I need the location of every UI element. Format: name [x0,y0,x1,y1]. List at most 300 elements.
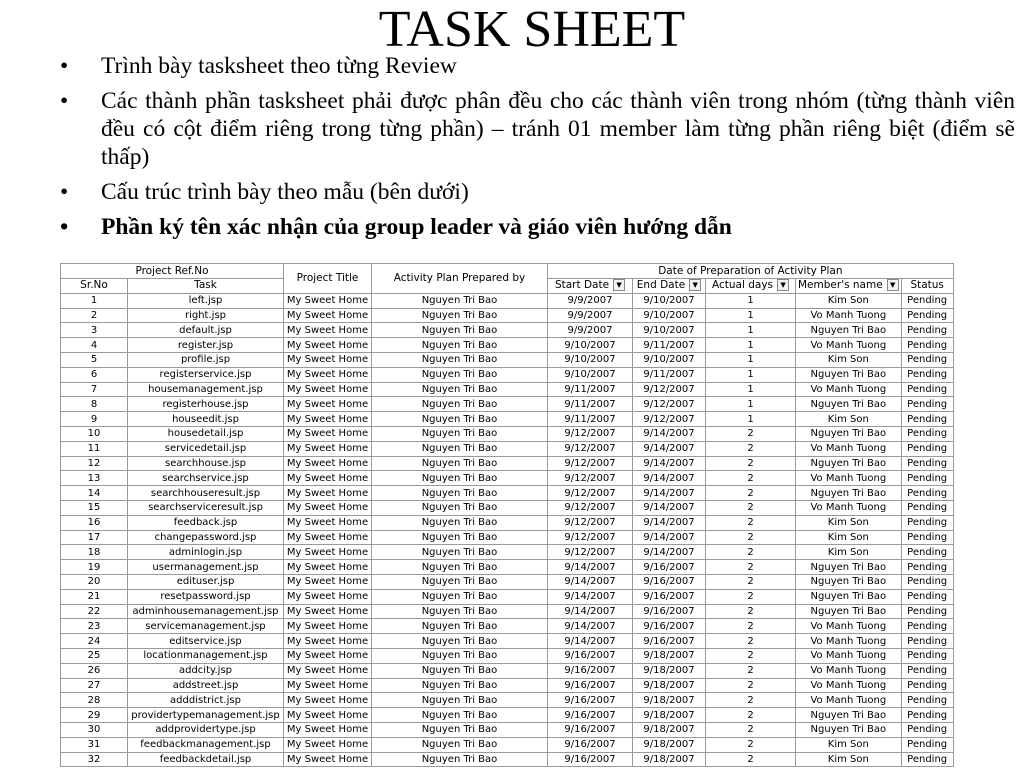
cell-project-title: My Sweet Home [284,382,372,397]
cell-project-title: My Sweet Home [284,663,372,678]
cell-start-date: 9/14/2007 [548,589,633,604]
cell-srno: 32 [61,752,128,767]
table-row [61,678,954,693]
cell-start-date: 9/12/2007 [548,486,633,501]
cell-srno: 26 [61,663,128,678]
cell-project-title: My Sweet Home [284,471,372,486]
cell-start-date: 9/14/2007 [548,619,633,634]
table-row [61,426,954,441]
cell-prepared-by: Nguyen Tri Bao [372,456,548,471]
table-row [61,634,954,649]
cell-member-name: Nguyen Tri Bao [796,367,902,382]
cell-start-date: 9/11/2007 [548,382,633,397]
cell-prepared-by: Nguyen Tri Bao [372,752,548,767]
cell-prepared-by: Nguyen Tri Bao [372,708,548,723]
cell-task: adddistrict.jsp [128,693,284,708]
cell-project-title: My Sweet Home [284,530,372,545]
cell-srno: 11 [61,441,128,456]
cell-project-title: My Sweet Home [284,397,372,412]
cell-srno: 9 [61,412,128,427]
cell-prepared-by: Nguyen Tri Bao [372,338,548,353]
cell-project-title: My Sweet Home [284,545,372,560]
cell-end-date: 9/14/2007 [633,426,706,441]
cell-task: right.jsp [128,308,284,323]
cell-prepared-by: Nguyen Tri Bao [372,560,548,575]
cell-member-name: Nguyen Tri Bao [796,486,902,501]
cell-project-title: My Sweet Home [284,456,372,471]
cell-end-date: 9/10/2007 [633,308,706,323]
cell-actual-days: 1 [706,338,796,353]
cell-status: Pending [901,634,953,649]
cell-actual-days: 1 [706,308,796,323]
cell-start-date: 9/16/2007 [548,648,633,663]
bullet-item [60,178,1015,206]
cell-status: Pending [901,708,953,723]
cell-actual-days: 2 [706,471,796,486]
cell-srno: 14 [61,486,128,501]
cell-status: Pending [901,382,953,397]
filter-dropdown-icon[interactable]: ▼ [777,279,789,291]
cell-srno: 17 [61,530,128,545]
cell-end-date: 9/16/2007 [633,619,706,634]
cell-prepared-by: Nguyen Tri Bao [372,530,548,545]
cell-prepared-by: Nguyen Tri Bao [372,293,548,308]
cell-task: registerhouse.jsp [128,397,284,412]
cell-end-date: 9/18/2007 [633,648,706,663]
cell-actual-days: 2 [706,663,796,678]
cell-srno: 24 [61,634,128,649]
table-row [61,397,954,412]
cell-end-date: 9/14/2007 [633,515,706,530]
cell-srno: 15 [61,500,128,515]
cell-task: housemanagement.jsp [128,382,284,397]
bullet-glyph: • [60,53,69,79]
table-row [61,456,954,471]
cell-prepared-by: Nguyen Tri Bao [372,663,548,678]
cell-status: Pending [901,545,953,560]
cell-prepared-by: Nguyen Tri Bao [372,722,548,737]
cell-prepared-by: Nguyen Tri Bao [372,441,548,456]
cell-end-date: 9/18/2007 [633,693,706,708]
cell-member-name: Vo Manh Tuong [796,338,902,353]
cell-project-title: My Sweet Home [284,619,372,634]
cell-status: Pending [901,308,953,323]
cell-start-date: 9/16/2007 [548,663,633,678]
cell-task: providertypemanagement.jsp [128,708,284,723]
cell-start-date: 9/11/2007 [548,412,633,427]
header-end-date-label: End Date [636,279,686,292]
cell-srno: 16 [61,515,128,530]
cell-start-date: 9/9/2007 [548,293,633,308]
cell-srno: 5 [61,352,128,367]
cell-prepared-by: Nguyen Tri Bao [372,634,548,649]
table-row [61,412,954,427]
cell-start-date: 9/14/2007 [548,634,633,649]
filter-dropdown-icon[interactable]: ▼ [613,279,625,291]
cell-actual-days: 2 [706,500,796,515]
cell-end-date: 9/11/2007 [633,367,706,382]
cell-task: locationmanagement.jsp [128,648,284,663]
cell-task: edituser.jsp [128,574,284,589]
cell-member-name: Nguyen Tri Bao [796,456,902,471]
table-row [61,293,954,308]
cell-task: changepassword.jsp [128,530,284,545]
page-title: TASK SHEET [378,1,686,58]
cell-actual-days: 1 [706,412,796,427]
cell-actual-days: 2 [706,604,796,619]
cell-start-date: 9/10/2007 [548,338,633,353]
cell-status: Pending [901,574,953,589]
cell-member-name: Nguyen Tri Bao [796,722,902,737]
header-project-ref: Project Ref.No [61,264,284,279]
table-row [61,308,954,323]
cell-project-title: My Sweet Home [284,352,372,367]
cell-prepared-by: Nguyen Tri Bao [372,500,548,515]
cell-actual-days: 1 [706,367,796,382]
table-row [61,515,954,530]
cell-member-name: Kim Son [796,352,902,367]
cell-end-date: 9/14/2007 [633,486,706,501]
cell-srno: 22 [61,604,128,619]
cell-member-name: Nguyen Tri Bao [796,560,902,575]
cell-member-name: Vo Manh Tuong [796,619,902,634]
header-start-date [548,279,633,294]
cell-project-title: My Sweet Home [284,441,372,456]
bullet-item [60,87,1015,171]
cell-task: feedbackmanagement.jsp [128,737,284,752]
cell-prepared-by: Nguyen Tri Bao [372,693,548,708]
header-srno: Sr.No [61,279,128,294]
cell-member-name: Vo Manh Tuong [796,693,902,708]
cell-project-title: My Sweet Home [284,515,372,530]
cell-actual-days: 2 [706,486,796,501]
cell-start-date: 9/16/2007 [548,722,633,737]
bullet-text: Cấu trúc trình bày theo mẫu (bên dưới) [101,179,469,205]
cell-status: Pending [901,693,953,708]
cell-project-title: My Sweet Home [284,293,372,308]
bullet-text: Trình bày tasksheet theo từng Review [101,53,457,79]
cell-project-title: My Sweet Home [284,752,372,767]
cell-end-date: 9/18/2007 [633,708,706,723]
cell-member-name: Kim Son [796,530,902,545]
cell-end-date: 9/10/2007 [633,293,706,308]
cell-status: Pending [901,293,953,308]
cell-project-title: My Sweet Home [284,634,372,649]
bullet-list [60,52,1015,248]
cell-actual-days: 2 [706,426,796,441]
cell-srno: 8 [61,397,128,412]
table-row [61,693,954,708]
cell-task: searchhouse.jsp [128,456,284,471]
cell-actual-days: 1 [706,323,796,338]
cell-status: Pending [901,456,953,471]
cell-actual-days: 2 [706,441,796,456]
cell-task: left.jsp [128,293,284,308]
cell-task: addprovidertype.jsp [128,722,284,737]
header-member-name-label: Member's name [798,279,883,292]
filter-dropdown-icon[interactable]: ▼ [887,279,899,291]
table-row [61,574,954,589]
cell-task: adminlogin.jsp [128,545,284,560]
header-member-name [796,279,902,294]
cell-member-name: Vo Manh Tuong [796,441,902,456]
cell-member-name: Nguyen Tri Bao [796,397,902,412]
cell-status: Pending [901,619,953,634]
cell-project-title: My Sweet Home [284,500,372,515]
cell-task: profile.jsp [128,352,284,367]
cell-status: Pending [901,589,953,604]
cell-start-date: 9/16/2007 [548,678,633,693]
table-row [61,752,954,767]
cell-prepared-by: Nguyen Tri Bao [372,382,548,397]
cell-actual-days: 2 [706,560,796,575]
cell-status: Pending [901,648,953,663]
table-row [61,486,954,501]
cell-member-name: Vo Manh Tuong [796,308,902,323]
cell-task: houseedit.jsp [128,412,284,427]
cell-status: Pending [901,338,953,353]
cell-srno: 18 [61,545,128,560]
cell-end-date: 9/18/2007 [633,737,706,752]
cell-start-date: 9/9/2007 [548,308,633,323]
cell-actual-days: 2 [706,589,796,604]
cell-task: usermanagement.jsp [128,560,284,575]
cell-actual-days: 2 [706,722,796,737]
cell-actual-days: 2 [706,693,796,708]
cell-project-title: My Sweet Home [284,722,372,737]
filter-dropdown-icon[interactable]: ▼ [689,279,701,291]
cell-project-title: My Sweet Home [284,338,372,353]
cell-srno: 4 [61,338,128,353]
cell-status: Pending [901,412,953,427]
cell-srno: 10 [61,426,128,441]
cell-task: housedetail.jsp [128,426,284,441]
cell-actual-days: 2 [706,574,796,589]
cell-status: Pending [901,486,953,501]
cell-project-title: My Sweet Home [284,412,372,427]
cell-status: Pending [901,560,953,575]
cell-srno: 13 [61,471,128,486]
cell-prepared-by: Nguyen Tri Bao [372,471,548,486]
cell-status: Pending [901,441,953,456]
cell-project-title: My Sweet Home [284,604,372,619]
cell-status: Pending [901,397,953,412]
header-task: Task [128,279,284,294]
cell-task: addstreet.jsp [128,678,284,693]
cell-srno: 12 [61,456,128,471]
cell-start-date: 9/12/2007 [548,456,633,471]
cell-prepared-by: Nguyen Tri Bao [372,367,548,382]
cell-member-name: Kim Son [796,293,902,308]
cell-task: servicedetail.jsp [128,441,284,456]
cell-end-date: 9/12/2007 [633,412,706,427]
cell-actual-days: 2 [706,619,796,634]
cell-status: Pending [901,604,953,619]
bullet-text: Các thành phần tasksheet phải được phân đều cho các thành viên trong nhóm (từng thành viên đều có cột điểm riêng trong từng phần) – tránh 01 member làm từng phần riêng biệt (điểm sẽ thấp) [101,88,1015,170]
task-sheet-table [60,263,954,767]
cell-member-name: Vo Manh Tuong [796,500,902,515]
cell-status: Pending [901,737,953,752]
cell-status: Pending [901,352,953,367]
cell-srno: 21 [61,589,128,604]
cell-end-date: 9/18/2007 [633,722,706,737]
cell-end-date: 9/18/2007 [633,752,706,767]
cell-project-title: My Sweet Home [284,308,372,323]
cell-actual-days: 2 [706,515,796,530]
cell-project-title: My Sweet Home [284,708,372,723]
cell-project-title: My Sweet Home [284,678,372,693]
cell-member-name: Nguyen Tri Bao [796,426,902,441]
cell-prepared-by: Nguyen Tri Bao [372,574,548,589]
bullet-glyph: • [60,88,69,114]
cell-actual-days: 2 [706,648,796,663]
table-row [61,441,954,456]
cell-srno: 30 [61,722,128,737]
cell-end-date: 9/14/2007 [633,456,706,471]
header-start-date-label: Start Date [554,279,610,292]
cell-status: Pending [901,530,953,545]
cell-srno: 3 [61,323,128,338]
cell-end-date: 9/10/2007 [633,352,706,367]
cell-srno: 7 [61,382,128,397]
cell-srno: 23 [61,619,128,634]
cell-project-title: My Sweet Home [284,693,372,708]
cell-prepared-by: Nguyen Tri Bao [372,604,548,619]
cell-prepared-by: Nguyen Tri Bao [372,323,548,338]
cell-srno: 19 [61,560,128,575]
task-rows [61,293,954,767]
table-row [61,352,954,367]
cell-member-name: Nguyen Tri Bao [796,323,902,338]
cell-end-date: 9/16/2007 [633,589,706,604]
cell-start-date: 9/16/2007 [548,752,633,767]
table-row [61,619,954,634]
cell-start-date: 9/12/2007 [548,471,633,486]
cell-start-date: 9/12/2007 [548,426,633,441]
cell-status: Pending [901,471,953,486]
cell-prepared-by: Nguyen Tri Bao [372,412,548,427]
cell-srno: 27 [61,678,128,693]
cell-member-name: Vo Manh Tuong [796,678,902,693]
cell-start-date: 9/16/2007 [548,693,633,708]
cell-member-name: Vo Manh Tuong [796,382,902,397]
cell-member-name: Nguyen Tri Bao [796,589,902,604]
header-project-title: Project Title [284,264,372,294]
cell-member-name: Nguyen Tri Bao [796,574,902,589]
table-row [61,530,954,545]
cell-status: Pending [901,367,953,382]
cell-member-name: Kim Son [796,737,902,752]
header-actual-days-label: Actual days [711,279,774,292]
cell-start-date: 9/11/2007 [548,397,633,412]
cell-project-title: My Sweet Home [284,486,372,501]
cell-start-date: 9/9/2007 [548,323,633,338]
cell-actual-days: 2 [706,545,796,560]
cell-actual-days: 1 [706,382,796,397]
cell-start-date: 9/10/2007 [548,352,633,367]
cell-actual-days: 2 [706,737,796,752]
cell-member-name: Kim Son [796,545,902,560]
table-row [61,545,954,560]
cell-prepared-by: Nguyen Tri Bao [372,515,548,530]
cell-end-date: 9/16/2007 [633,574,706,589]
cell-member-name: Vo Manh Tuong [796,634,902,649]
cell-actual-days: 2 [706,456,796,471]
cell-project-title: My Sweet Home [284,323,372,338]
cell-project-title: My Sweet Home [284,737,372,752]
header-actual-days [706,279,796,294]
cell-start-date: 9/16/2007 [548,737,633,752]
cell-project-title: My Sweet Home [284,367,372,382]
cell-member-name: Nguyen Tri Bao [796,708,902,723]
cell-member-name: Kim Son [796,752,902,767]
cell-actual-days: 1 [706,397,796,412]
cell-start-date: 9/12/2007 [548,515,633,530]
cell-end-date: 9/16/2007 [633,604,706,619]
cell-member-name: Kim Son [796,515,902,530]
cell-end-date: 9/16/2007 [633,634,706,649]
cell-status: Pending [901,663,953,678]
cell-member-name: Vo Manh Tuong [796,663,902,678]
cell-task: searchservice.jsp [128,471,284,486]
cell-actual-days: 2 [706,530,796,545]
cell-start-date: 9/12/2007 [548,545,633,560]
cell-start-date: 9/12/2007 [548,530,633,545]
header-end-date [633,279,706,294]
cell-start-date: 9/10/2007 [548,367,633,382]
table-row [61,737,954,752]
cell-end-date: 9/10/2007 [633,323,706,338]
cell-prepared-by: Nguyen Tri Bao [372,352,548,367]
cell-start-date: 9/12/2007 [548,500,633,515]
cell-task: editservice.jsp [128,634,284,649]
cell-project-title: My Sweet Home [284,574,372,589]
cell-srno: 6 [61,367,128,382]
cell-actual-days: 1 [706,352,796,367]
cell-status: Pending [901,752,953,767]
bullet-glyph: • [60,179,69,205]
cell-task: feedback.jsp [128,515,284,530]
cell-status: Pending [901,515,953,530]
cell-start-date: 9/14/2007 [548,560,633,575]
cell-member-name: Vo Manh Tuong [796,471,902,486]
header-status: Status [901,279,953,294]
cell-task: servicemanagement.jsp [128,619,284,634]
cell-srno: 25 [61,648,128,663]
cell-task: registerservice.jsp [128,367,284,382]
table-row [61,382,954,397]
cell-end-date: 9/14/2007 [633,545,706,560]
table-row [61,367,954,382]
cell-end-date: 9/18/2007 [633,678,706,693]
cell-end-date: 9/14/2007 [633,500,706,515]
cell-task: searchserviceresult.jsp [128,500,284,515]
cell-task: feedbackdetail.jsp [128,752,284,767]
cell-end-date: 9/18/2007 [633,663,706,678]
cell-end-date: 9/14/2007 [633,530,706,545]
cell-prepared-by: Nguyen Tri Bao [372,308,548,323]
cell-start-date: 9/14/2007 [548,604,633,619]
bullet-item [60,213,1015,241]
cell-task: searchhouseresult.jsp [128,486,284,501]
bullet-item [60,52,1015,80]
table-row [61,560,954,575]
table-row [61,722,954,737]
cell-start-date: 9/12/2007 [548,441,633,456]
cell-actual-days: 2 [706,634,796,649]
cell-srno: 31 [61,737,128,752]
cell-srno: 2 [61,308,128,323]
